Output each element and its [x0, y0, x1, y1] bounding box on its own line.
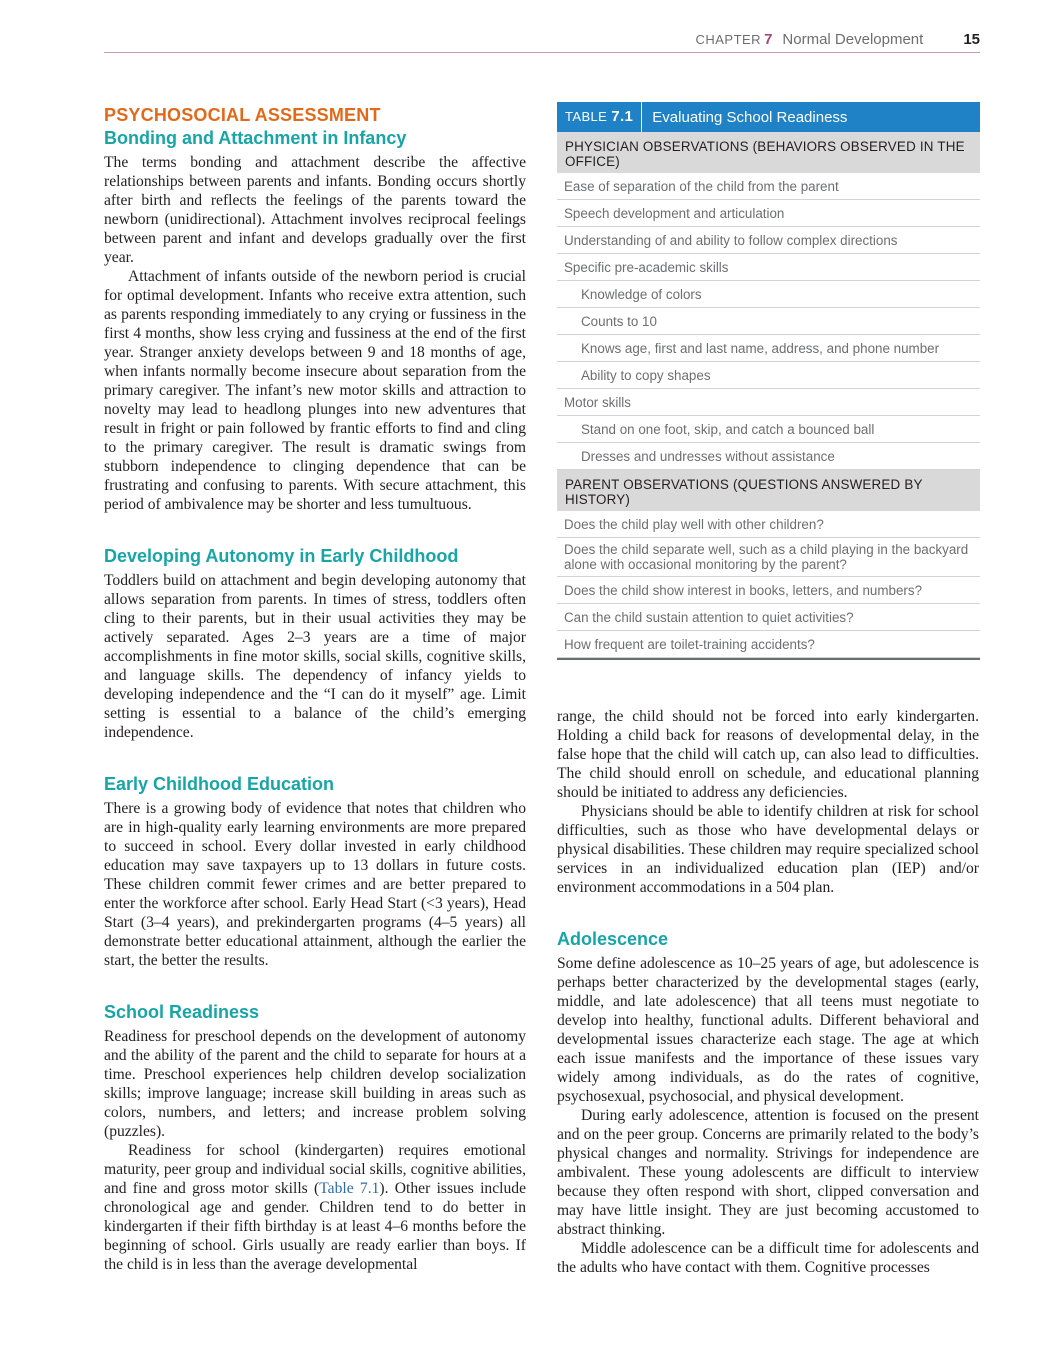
paragraph-bonding-1: The terms bonding and attachment describe the affective relationships between parents and infants. Bonding occurs shortly after birth and reflects the feelings of the parents toward the newborn (unidirectional). Attachment involves reciprocal feelings between parent and infant and develops gradually over the first year.: [104, 154, 526, 266]
heading-autonomy: Developing Autonomy in Early Childhood: [104, 546, 459, 566]
paragraph-adolescence-1: Some define adolescence as 10–25 years of age, but adolescence is perhaps better characterized by the developmental stages (early, middle, and late adolescence) that all teens must negotiate to develop into healthy, functional adults. Different behavioral and developmental issues characterize each stage. The age at which each issue manifests and the importance of these issues vary widely among individuals, as do the rates of cognitive, psychosexual, psychosocial, and physical development.: [557, 955, 979, 1105]
table-row: Knows age, first and last name, address, and phone number: [557, 335, 980, 362]
table-section-heading: PARENT OBSERVATIONS (QUESTIONS ANSWERED BY HISTORY): [557, 470, 980, 511]
table-number: TABLE 7.1: [557, 102, 642, 132]
table-row: Can the child sustain attention to quiet activities?: [557, 604, 980, 631]
paragraph-adolescence-2: During early adolescence, attention is focused on the present and on the peer group. Concerns are primarily related to the body’s physical changes and normality. Strivings for independence are ambivalent. These young adolescents are difficult to interview because they often respond with short, clipped conversation and may have little insight. They are just becoming accustomed to abstract thinking.: [557, 1107, 979, 1238]
paragraph-risk: Physicians should be able to identify children at risk for school difficulties, such as those who have developmental delays or physical disabilities. These children may require specialized school services in an individualized education plan (IEP) and/or environment accommodations in a 504 plan.: [557, 803, 979, 896]
table-row: Counts to 10: [557, 308, 980, 335]
heading-adolescence: Adolescence: [557, 929, 669, 949]
table-header: [557, 102, 980, 132]
heading-education: Early Childhood Education: [104, 774, 335, 794]
paragraph-continued: range, the child should not be forced into early kindergarten. Holding a child back for reasons of developmental delay, in the false hope that the child will catch up, can also lead to difficulties. The child should enroll on schedule, and educational planning should be initiated to address any deficiencies.: [557, 708, 979, 801]
chapter-label: CHAPTER: [695, 32, 762, 47]
left-column: [104, 105, 526, 1274]
table-row: Speech development and articulation: [557, 200, 980, 227]
chapter-title: Normal Development: [782, 31, 924, 48]
page-number: 15: [963, 31, 980, 48]
table-row: Does the child separate well, such as a child playing in the backyard alone with occasional monitoring by the parent?: [557, 538, 980, 577]
table-row: Ease of separation of the child from the parent: [557, 173, 980, 200]
table-row: Understanding of and ability to follow complex directions: [557, 227, 980, 254]
paragraph-education: There is a growing body of evidence that notes that children who are in high-quality early learning environments are more prepared to succeed in school. Every dollar invested in early childhood education may save taxpayers up to 13 dollars in future costs. These children commit fewer crimes and are better prepared to enter the workforce after school. Early Head Start (<3 years), Head Start (3–4 years), and prekindergarten programs (4–5 years) all demonstrate better educational attainment, although the earlier the start, the better the results.: [104, 800, 526, 969]
table-row: Does the child show interest in books, letters, and numbers?: [557, 577, 980, 604]
table-row: Does the child play well with other children?: [557, 511, 980, 538]
table-reference-link[interactable]: Table 7.1: [319, 1180, 380, 1197]
running-header: [104, 31, 980, 53]
right-column: [557, 707, 979, 1277]
table-bottom-rule: [557, 658, 980, 660]
chapter-number: 7: [764, 31, 773, 48]
paragraph-adolescence-3: Middle adolescence can be a difficult time for adolescents and the adults who have contact with them. Cognitive processes: [557, 1240, 979, 1276]
header-rule: [104, 52, 980, 53]
paragraph-readiness-1: Readiness for preschool depends on the development of autonomy and the ability of the parent and the child to separate for hours at a time. Preschool experiences help children develop socialization skills; improve language; increase skill building in areas such as colors, numbers, and letters; and increase problem solving (puzzles).: [104, 1028, 526, 1140]
table-row: How frequent are toilet-training accidents?: [557, 631, 980, 658]
table-row: Specific pre-academic skills: [557, 254, 980, 281]
table-row: Knowledge of colors: [557, 281, 980, 308]
table-row: Dresses and undresses without assistance: [557, 443, 980, 470]
table-body: [557, 132, 980, 658]
table-evaluating-school-readiness: [557, 102, 980, 660]
heading-bonding: Bonding and Attachment in Infancy: [104, 128, 407, 148]
table-row: Stand on one foot, skip, and catch a bounced ball: [557, 416, 980, 443]
section-title: PSYCHOSOCIAL ASSESSMENT: [104, 105, 381, 125]
paragraph-readiness-2: Readiness for school (kindergarten) requires emotional maturity, peer group and individual social skills, cognitive abilities, and fine and gross motor skills (Table 7.1). Other issues include chronological age and gender. Children tend to do better in kindergarten if their fifth birthday is at least 4–6 months before the beginning of school. Girls usually are ready earlier than boys. If the child is in less than the average developmental: [104, 1142, 526, 1273]
table-title: Evaluating School Readiness: [652, 108, 848, 126]
paragraph-autonomy: Toddlers build on attachment and begin developing autonomy that allows separation from parents. In times of stress, toddlers often cling to their parents, but in their usual activities they may be actively separated. Ages 2–3 years are a time of major accomplishments in fine motor skills, social skills, cognitive skills, and language skills. The dependency of infancy yields to developing independence and the “I can do it myself” age. Limit setting is essential to a balance of the child’s emerging independence.: [104, 572, 526, 741]
table-section-heading: PHYSICIAN OBSERVATIONS (BEHAVIORS OBSERVED IN THE OFFICE): [557, 132, 980, 173]
table-row: Ability to copy shapes: [557, 362, 980, 389]
heading-readiness: School Readiness: [104, 1002, 260, 1022]
table-row: Motor skills: [557, 389, 980, 416]
paragraph-bonding-2: Attachment of infants outside of the newborn period is crucial for optimal development. Infants who receive extra attention, such as parents responding immediately to any crying or fussiness in the first 4 months, show less crying and fussiness at the end of the first year. Stranger anxiety develops between 9 and 18 months of age, when infants normally become insecure about separation from the primary caregiver. The infant’s new motor skills and attraction to novelty may lead to headlong plunges into new adventures that result in fright or pain followed by frantic efforts to find and cling to the primary caregiver. The result is dramatic swings from stubborn independence to clinging dependence that can be frustrating and confusing to parents. With secure attachment, this period of ambivalence may be shorter and less tumultuous.: [104, 268, 526, 513]
